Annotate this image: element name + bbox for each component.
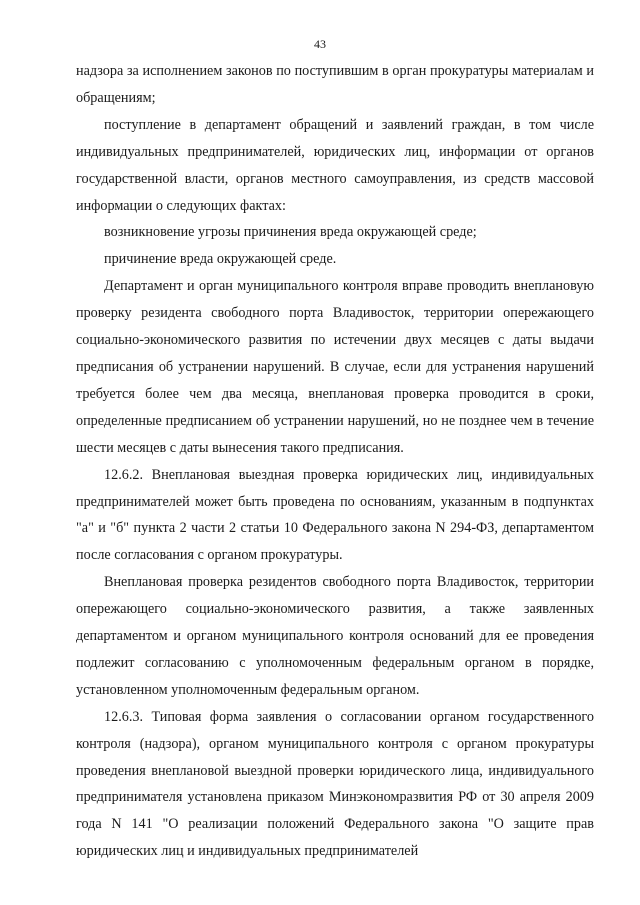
paragraph-continuation: надзора за исполнением законов по поступившим в орган прокуратуры материалам и обращениям; <box>76 63 594 106</box>
paragraph-free-port-residents: Внеплановая проверка резидентов свободного порта Владивосток, территории опережающего социально-экономического развития, а также заявленных департаментом и органом муниципального контроля оснований для ее проведения подлежит согласованию с уполномоченным федеральным органом в порядке, установленном уполномоченным федеральным органом. <box>76 574 594 698</box>
document-body <box>76 58 594 865</box>
paragraph-12-6-3: 12.6.3. Типовая форма заявления о согласовании органом государственного контроля (надзора), органом муниципального контроля с органом прокуратуры проведения внеплановой выездной проверки юридического лица, индивидуального предпринимателя установлена приказом Минэкономразвития РФ от 30 апреля 2009 года N 141 "О реализации положений Федерального закона "О защите прав юридических лиц и индивидуальных предпринимателей <box>76 708 594 860</box>
paragraph-12-6-2: 12.6.2. Внеплановая выездная проверка юридических лиц, индивидуальных предпринимателей может быть проведена по основаниям, указанным в подпунктах "а" и "б" пункта 2 части 2 статьи 10 Федерального закона N 294-ФЗ, департаментом после согласования с органом прокуратуры. <box>76 466 594 564</box>
paragraph-threat-of-harm: возникновение угрозы причинения вреда окружающей среде; <box>104 224 477 241</box>
paragraph-harm-caused: причинение вреда окружающей среде. <box>104 251 337 268</box>
page-number: 43 <box>314 37 326 51</box>
paragraph-department-right: Департамент и орган муниципального контроля вправе проводить внеплановую проверку резидента свободного порта Владивосток, территории опережающего социально-экономического развития по истечении двух месяцев с даты выдачи предписания об устранении нарушений. В случае, если для устранения нарушений требуется более чем два месяца, внеплановая проверка проводится в сроки, определенные предписанием об устранении нарушений, но не позднее чем в течение шести месяцев с даты вынесения такого предписания. <box>76 278 594 456</box>
paragraph-citizen-appeals: поступление в департамент обращений и заявлений граждан, в том числе индивидуальных предпринимателей, юридических лиц, информации от органов государственной власти, органов местного самоуправления, из средств массовой информации о следующих фактах: <box>76 116 594 214</box>
